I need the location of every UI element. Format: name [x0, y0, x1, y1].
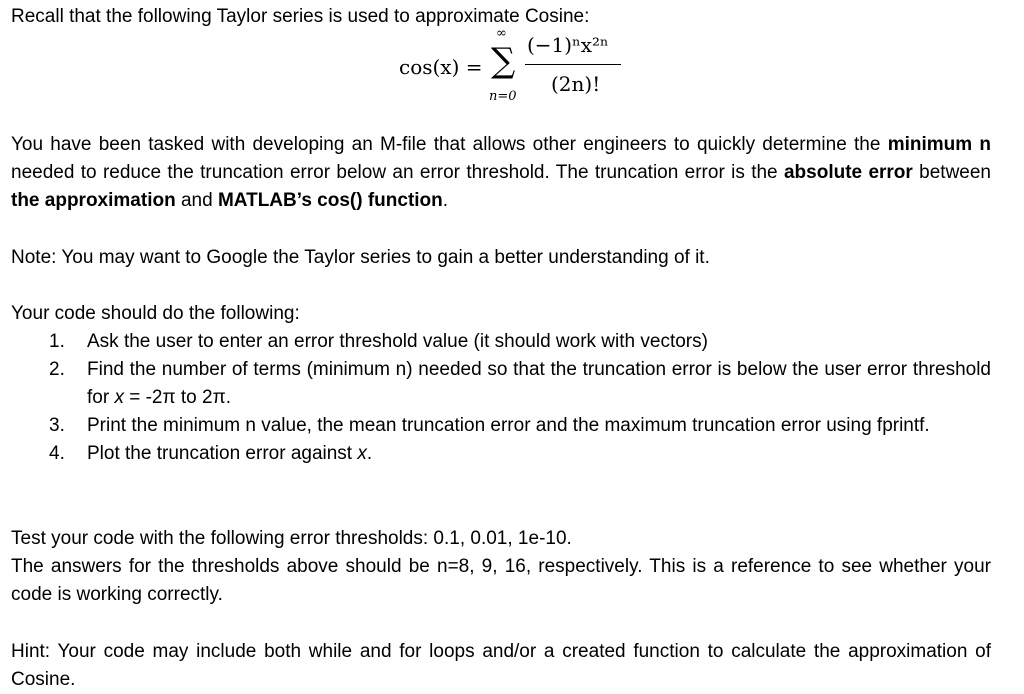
list-item-number: 3. [49, 415, 65, 436]
answers-text: The answers for the thresholds above should be n=8, 9, 16, respectively. This is a reference to see whether your code is working correctly. [11, 556, 991, 605]
note-text: Note: You may want to Google the Taylor series to gain a better understanding of it. [11, 247, 710, 268]
taylor-series-formula [381, 27, 641, 109]
list-item-number: 1. [49, 331, 65, 352]
task-bold-absolute-error: absolute error [783, 162, 913, 183]
intro-text: Recall that the following Taylor series is used to approximate Cosine: [11, 6, 590, 27]
task-text-5: . [442, 190, 449, 211]
list-item-text: Find the number of terms (minimum n) needed so that the truncation error is below the user error threshold for [87, 359, 991, 408]
list-item-number: 2. [49, 359, 65, 380]
formula-lhs: cos(x) = [399, 55, 483, 79]
list-item-text-end: = -2π to 2π. [123, 387, 231, 408]
summation-symbol: ∑ [491, 41, 516, 81]
list-item [11, 328, 991, 356]
list-item-text: Print the minimum n value, the mean truncation error and the maximum truncation error using fprintf. [87, 415, 930, 436]
task-paragraph [11, 131, 991, 215]
formula-denominator: (2n)! [551, 72, 601, 96]
list-item-text-end: . [366, 443, 373, 464]
task-text-4: and [175, 190, 218, 211]
sum-upper-limit: ∞ [496, 26, 507, 41]
fraction-bar [525, 64, 621, 65]
list-item-number: 4. [49, 443, 65, 464]
list-heading: Your code should do the following: [11, 303, 300, 324]
task-bold-matlab-cos: MATLAB’s cos() function [217, 190, 443, 211]
list-item [11, 440, 991, 468]
task-text-2: needed to reduce the truncation error below an error threshold. The truncation error is the [11, 162, 784, 183]
list-item-text: Ask the user to enter an error threshold value (it should work with vectors) [87, 331, 708, 352]
task-text-1: You have been tasked with developing an M-file that allows other engineers to quickly determine the [11, 134, 888, 155]
hint-text: Hint: Your code may include both while and for loops and/or a created function to calculate the approximation of Cosine. [11, 641, 991, 690]
list-item [11, 356, 991, 412]
steps-list [11, 328, 991, 468]
task-bold-approximation: the approximation [11, 190, 176, 211]
sum-lower-limit: n=0 [489, 89, 517, 104]
list-item-text: Plot the truncation error against [87, 443, 358, 464]
test-thresholds-text: Test your code with the following error thresholds: 0.1, 0.01, 1e-10. [11, 528, 572, 549]
formula-numerator: (−1)ⁿx²ⁿ [527, 33, 609, 57]
list-item [11, 412, 991, 440]
list-item-variable: x [114, 387, 124, 408]
task-bold-minimum-n: minimum n [887, 134, 991, 155]
list-item-variable: x [357, 443, 367, 464]
task-text-3: between [912, 162, 991, 183]
